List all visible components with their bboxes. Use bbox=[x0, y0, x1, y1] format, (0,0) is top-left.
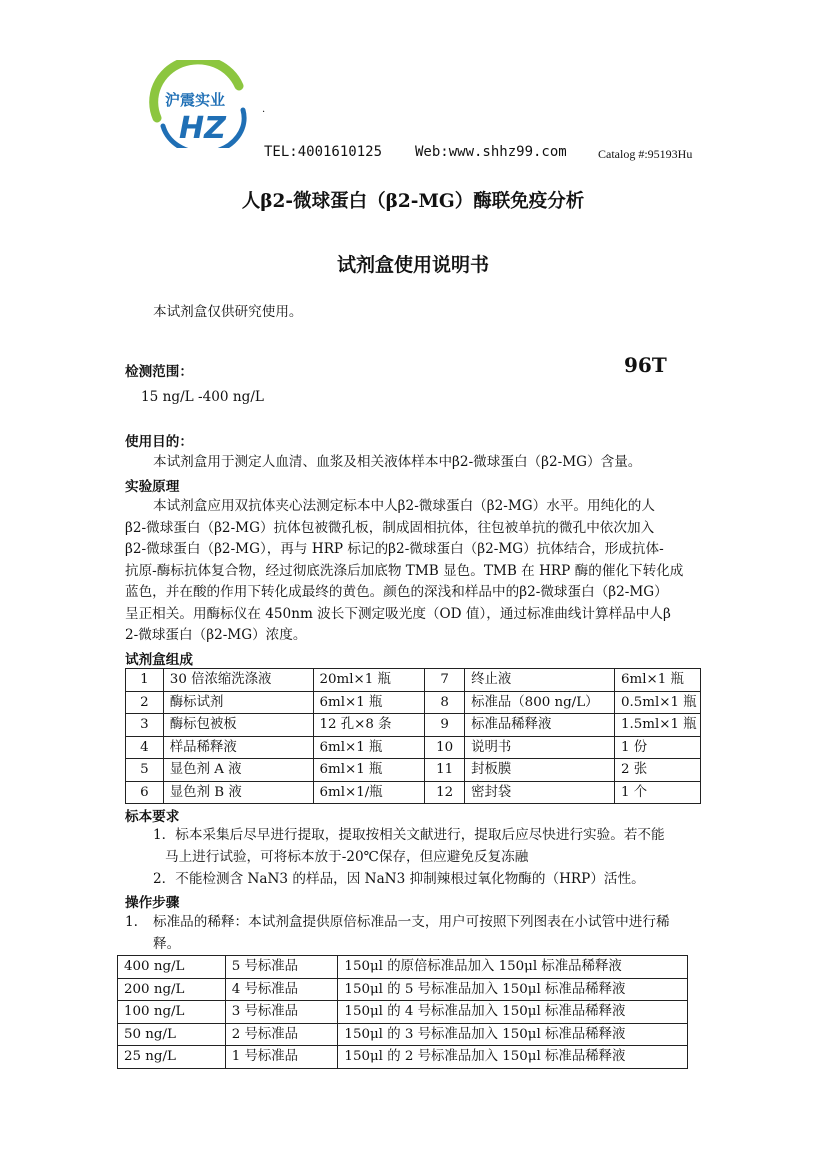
logo-text: 沪震实业 bbox=[165, 91, 226, 109]
dilution-concentration: 100 ng/L bbox=[118, 1001, 226, 1024]
sample-item-1-cont: 马上进行试验，可将标本放于-20℃保存，但应避免反复冻融 bbox=[165, 849, 529, 865]
dilution-concentration: 400 ng/L bbox=[118, 956, 226, 979]
kit-item: 封板膜 bbox=[465, 759, 615, 782]
table-row bbox=[126, 714, 701, 737]
company-logo bbox=[143, 60, 253, 148]
kit-item: 酶标包被板 bbox=[163, 714, 313, 737]
detection-range-heading: 检测范围： bbox=[125, 364, 193, 380]
kit-qty: 2 张 bbox=[615, 759, 701, 782]
sample-item-2: 2．不能检测含 NaN3 的样品，因 NaN3 抑制辣根过氧化物酶的（HRP）活性。 bbox=[153, 871, 645, 887]
document-subtitle: 试剂盒使用说明书 bbox=[336, 254, 489, 276]
table-row bbox=[118, 1001, 688, 1024]
kit-num: 7 bbox=[425, 669, 465, 692]
document-title: 人β2-微球蛋白（β2-MG）酶联免疫分析 bbox=[241, 191, 585, 212]
kit-num: 6 bbox=[126, 781, 164, 804]
logo-letters: HZ bbox=[179, 111, 226, 146]
kit-qty: 20ml×1 瓶 bbox=[313, 669, 425, 692]
kit-num: 11 bbox=[425, 759, 465, 782]
sample-item-1: 1．标本采集后尽早进行提取，提取按相关文献进行，提取后应尽快进行实验。若不能 bbox=[153, 827, 665, 843]
principle-line: 抗原-酶标抗体复合物，经过彻底洗涤后加底物 TMB 显色。TMB 在 HRP 酶的催化下转化成 bbox=[125, 563, 684, 579]
kit-heading: 试剂盒组成 bbox=[125, 652, 193, 668]
kit-num: 3 bbox=[126, 714, 164, 737]
kit-num: 8 bbox=[425, 691, 465, 714]
kit-num: 4 bbox=[126, 736, 164, 759]
table-row bbox=[118, 978, 688, 1001]
dilution-table bbox=[117, 955, 688, 1069]
table-row bbox=[118, 1046, 688, 1069]
dilution-method: 150μl 的 5 号标准品加入 150μl 标准品稀释液 bbox=[338, 978, 688, 1001]
kit-item: 样品稀释液 bbox=[163, 736, 313, 759]
kit-item: 密封袋 bbox=[465, 781, 615, 804]
sample-heading: 标本要求 bbox=[125, 809, 180, 825]
header-catalog: Catalog #:95193Hu bbox=[598, 147, 693, 161]
dilution-concentration: 200 ng/L bbox=[118, 978, 226, 1001]
kit-item: 酶标试剂 bbox=[163, 691, 313, 714]
kit-qty: 6ml×1 瓶 bbox=[313, 691, 425, 714]
dilution-standard: 3 号标准品 bbox=[225, 1001, 338, 1024]
principle-line: β2-微球蛋白（β2-MG），再与 HRP 标记的β2-微球蛋白（β2-MG）抗体结合，形成抗体- bbox=[125, 541, 664, 557]
purpose-heading: 使用目的： bbox=[125, 434, 193, 450]
principle-line: 本试剂盒应用双抗体夹心法测定标本中人β2-微球蛋白（β2-MG）水平。用纯化的人 bbox=[153, 498, 655, 514]
detection-range-value: 15 ng/L -400 ng/L bbox=[141, 389, 264, 405]
step-1-text: 标准品的稀释：本试剂盒提供原倍标准品一支，用户可按照下列图表在小试管中进行稀 bbox=[153, 914, 670, 930]
step-1-number: 1. bbox=[125, 914, 138, 930]
intro-text: 本试剂盒仅供研究使用。 bbox=[153, 304, 303, 320]
step-1-text-cont: 释。 bbox=[153, 936, 181, 952]
kit-num: 5 bbox=[126, 759, 164, 782]
dilution-standard: 4 号标准品 bbox=[225, 978, 338, 1001]
kit-item: 标准品稀释液 bbox=[465, 714, 615, 737]
header-web: Web:www.shhz99.com bbox=[415, 144, 567, 160]
dilution-method: 150μl 的 3 号标准品加入 150μl 标准品稀释液 bbox=[338, 1023, 688, 1046]
principle-heading: 实验原理 bbox=[125, 479, 180, 495]
kit-qty: 6ml×1 瓶 bbox=[615, 669, 701, 692]
kit-qty: 1 个 bbox=[615, 781, 701, 804]
decorative-dot: . bbox=[262, 104, 266, 115]
purpose-text: 本试剂盒用于测定人血清、血浆及相关液体样本中β2-微球蛋白（β2-MG）含量。 bbox=[153, 454, 642, 470]
kit-qty: 1.5ml×1 瓶 bbox=[615, 714, 701, 737]
kit-qty: 6ml×1 瓶 bbox=[313, 759, 425, 782]
kit-table bbox=[125, 668, 701, 804]
kit-num: 9 bbox=[425, 714, 465, 737]
kit-num: 2 bbox=[126, 691, 164, 714]
dilution-standard: 1 号标准品 bbox=[225, 1046, 338, 1069]
dilution-concentration: 25 ng/L bbox=[118, 1046, 226, 1069]
kit-item: 30 倍浓缩洗涤液 bbox=[163, 669, 313, 692]
kit-num: 1 bbox=[126, 669, 164, 692]
kit-qty: 12 孔×8 条 bbox=[313, 714, 425, 737]
principle-line: 蓝色，并在酸的作用下转化成最终的黄色。颜色的深浅和样品中的β2-微球蛋白（β2-MG） bbox=[125, 584, 668, 600]
dilution-standard: 5 号标准品 bbox=[225, 956, 338, 979]
principle-line: β2-微球蛋白（β2-MG）抗体包被微孔板，制成固相抗体，往包被单抗的微孔中依次加入 bbox=[125, 520, 655, 536]
table-row bbox=[118, 1023, 688, 1046]
kit-qty: 0.5ml×1 瓶 bbox=[615, 691, 701, 714]
table-row bbox=[126, 691, 701, 714]
kit-item: 说明书 bbox=[465, 736, 615, 759]
dilution-concentration: 50 ng/L bbox=[118, 1023, 226, 1046]
kit-qty: 6ml×1/瓶 bbox=[313, 781, 425, 804]
kit-qty: 1 份 bbox=[615, 736, 701, 759]
table-row bbox=[126, 669, 701, 692]
kit-item: 终止液 bbox=[465, 669, 615, 692]
kit-item: 显色剂 A 液 bbox=[163, 759, 313, 782]
kit-qty: 6ml×1 瓶 bbox=[313, 736, 425, 759]
table-row bbox=[126, 781, 701, 804]
steps-heading: 操作步骤 bbox=[125, 895, 180, 911]
dilution-method: 150μl 的 2 号标准品加入 150μl 标准品稀释液 bbox=[338, 1046, 688, 1069]
kit-num: 12 bbox=[425, 781, 465, 804]
dilution-method: 150μl 的 4 号标准品加入 150μl 标准品稀释液 bbox=[338, 1001, 688, 1024]
principle-line: 2-微球蛋白（β2-MG）浓度。 bbox=[125, 627, 307, 643]
table-row bbox=[126, 736, 701, 759]
kit-item: 显色剂 B 液 bbox=[163, 781, 313, 804]
dilution-method: 150μl 的原倍标准品加入 150μl 标准品稀释液 bbox=[338, 956, 688, 979]
table-row bbox=[126, 759, 701, 782]
table-row bbox=[118, 956, 688, 979]
kit-num: 10 bbox=[425, 736, 465, 759]
dilution-standard: 2 号标准品 bbox=[225, 1023, 338, 1046]
header-tel: TEL:4001610125 bbox=[264, 144, 383, 160]
kit-item: 标准品（800 ng/L） bbox=[465, 691, 615, 714]
kit-size: 96T bbox=[624, 353, 667, 377]
principle-line: 呈正相关。用酶标仪在 450nm 波长下测定吸光度（OD 值），通过标准曲线计算样品中人β bbox=[125, 606, 671, 622]
